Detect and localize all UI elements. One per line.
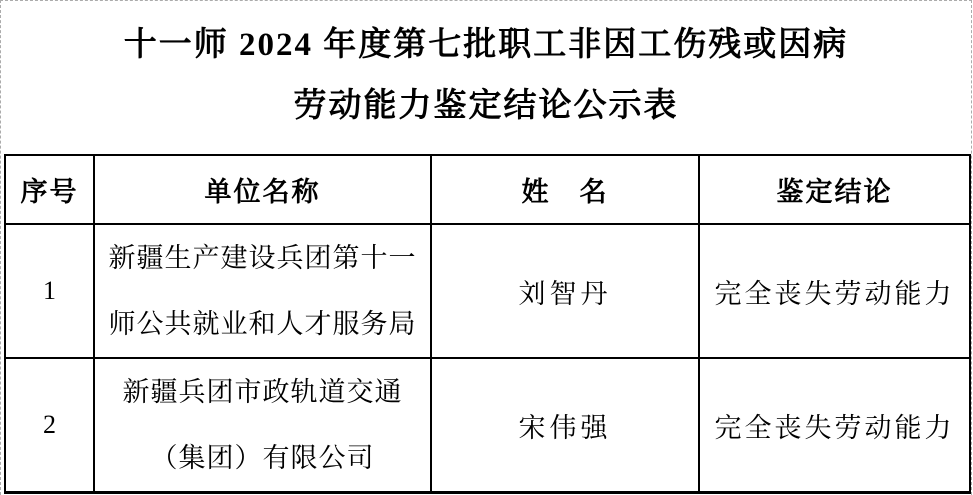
unit-name-line-2: 师公共就业和人才服务局 — [108, 309, 417, 339]
cell-conclusion: 完全丧失劳动能力 — [699, 224, 970, 358]
cell-unit-name — [94, 224, 431, 358]
cell-unit-name — [94, 358, 431, 493]
unit-name-line-2: （集团）有限公司 — [150, 443, 375, 473]
unit-name-line-1: 新疆兵团市政轨道交通 — [122, 377, 403, 407]
header-cell-name: 姓 名 — [431, 155, 699, 224]
unit-name-line-1: 新疆生产建设兵团第十一 — [108, 243, 417, 273]
header-cell-unit: 单位名称 — [94, 155, 431, 224]
header-cell-conclusion: 鉴定结论 — [699, 155, 970, 224]
page-title — [1, 15, 971, 137]
table-row — [5, 224, 970, 358]
cell-person-name: 宋伟强 — [431, 358, 699, 493]
cell-serial: 2 — [5, 358, 94, 493]
cell-person-name: 刘智丹 — [431, 224, 699, 358]
title-line-2: 劳动能力鉴定结论公示表 — [293, 88, 679, 124]
header-cell-serial: 序号 — [5, 155, 94, 224]
table-header-row — [5, 155, 970, 224]
cell-conclusion: 完全丧失劳动能力 — [699, 358, 970, 493]
cell-serial: 1 — [5, 224, 94, 358]
notice-table — [4, 154, 971, 494]
title-line-1: 十一师 2024 年度第七批职工非因工伤残或因病 — [123, 27, 849, 63]
table-row — [5, 358, 970, 493]
